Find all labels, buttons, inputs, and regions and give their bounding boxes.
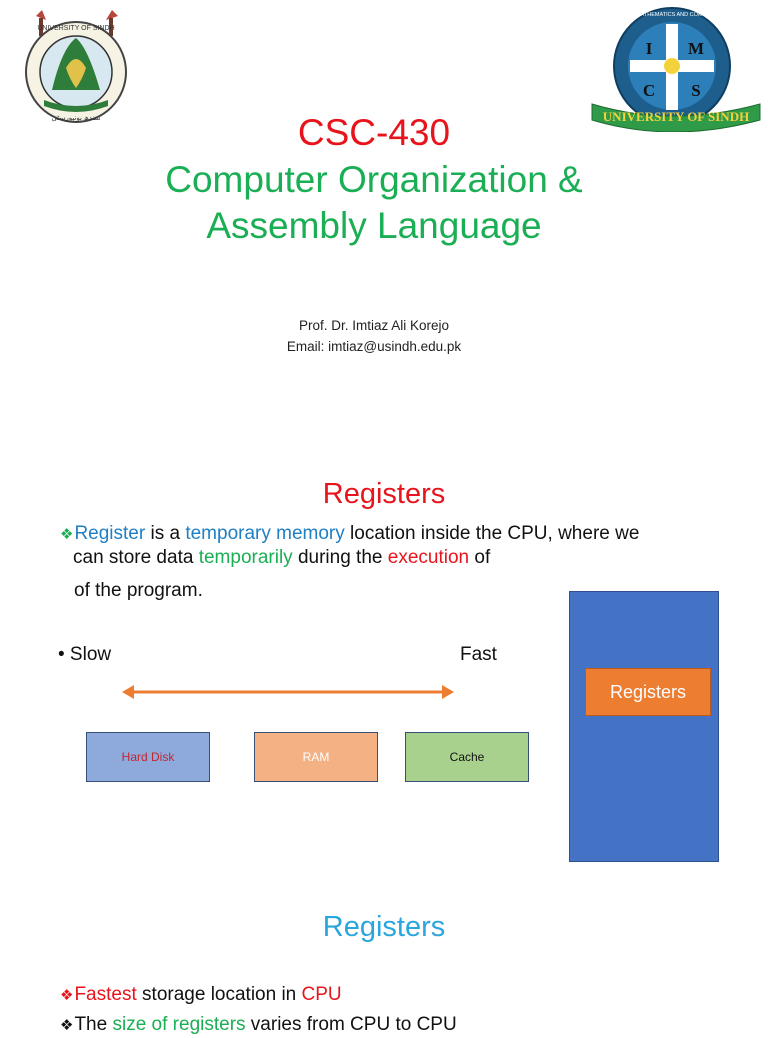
slide2-bullet-line-2 bbox=[73, 546, 490, 570]
bullet-diamond-icon: ❖ bbox=[60, 526, 74, 543]
term-temporarily: temporarily bbox=[198, 547, 293, 568]
term-temporary-memory: temporary memory bbox=[185, 523, 345, 544]
term-register: Register bbox=[74, 523, 146, 544]
text-segment: The bbox=[74, 1014, 113, 1035]
logo-ring-text: INSTITUTE OF MATHEMATICS AND COMPUTER SCIENCE bbox=[596, 12, 748, 18]
slide2-title: Registers bbox=[322, 478, 446, 510]
registers-box: Registers bbox=[585, 668, 711, 716]
bullet-diamond-icon: ❖ bbox=[60, 987, 74, 1004]
cache-box: Cache bbox=[405, 732, 529, 782]
term-fastest: Fastest bbox=[74, 984, 137, 1005]
slide3-bullet-2 bbox=[60, 1013, 457, 1038]
text-segment: storage location in bbox=[136, 984, 302, 1005]
term-execution: execution bbox=[387, 547, 470, 568]
logo-left-ring-bottom: سندھ یونیورسٹی bbox=[51, 115, 101, 122]
logo-letter-i: I bbox=[645, 39, 653, 58]
logo-letter-s: S bbox=[691, 81, 701, 100]
cpu-panel bbox=[569, 591, 719, 862]
text-segment: can store data bbox=[73, 547, 199, 568]
speed-double-arrow-icon bbox=[120, 681, 456, 703]
bullet-diamond-icon: ❖ bbox=[60, 1017, 74, 1034]
ram-box: RAM bbox=[254, 732, 378, 782]
course-code: CSC-430 bbox=[297, 112, 451, 153]
professor-name: Prof. Dr. Imtiaz Ali Korejo bbox=[298, 318, 450, 333]
text-segment: is a bbox=[145, 523, 186, 544]
text-segment: during the bbox=[292, 547, 388, 568]
text-segment: location inside the CPU, where we bbox=[344, 523, 640, 544]
professor-email: Email: imtiaz@usindh.edu.pk bbox=[286, 339, 462, 354]
term-cpu: CPU bbox=[301, 984, 342, 1005]
text-segment: varies from CPU to CPU bbox=[245, 1014, 457, 1035]
slide2-bullet-line-3: of the program. bbox=[74, 580, 203, 601]
fast-label: Fast bbox=[460, 644, 497, 665]
course-title-line-2: Assembly Language bbox=[206, 205, 542, 246]
slide3-title: Registers bbox=[322, 911, 446, 943]
course-title-line-1: Computer Organization & bbox=[165, 159, 583, 200]
slide2-bullet-line-1 bbox=[60, 522, 639, 547]
logo-letter-c: C bbox=[642, 81, 656, 100]
hard-disk-box: Hard Disk bbox=[86, 732, 210, 782]
logo-left-ring-top: UNIVERSITY OF SINDH bbox=[37, 25, 115, 32]
logo-banner-text: UNIVERSITY OF SINDH bbox=[602, 109, 750, 124]
text-segment: of bbox=[469, 547, 491, 568]
term-size-of-registers: size of registers bbox=[112, 1014, 246, 1035]
slow-label: • Slow bbox=[58, 644, 112, 665]
logo-letter-m: M bbox=[687, 39, 705, 58]
slide3-bullet-1 bbox=[60, 983, 342, 1008]
